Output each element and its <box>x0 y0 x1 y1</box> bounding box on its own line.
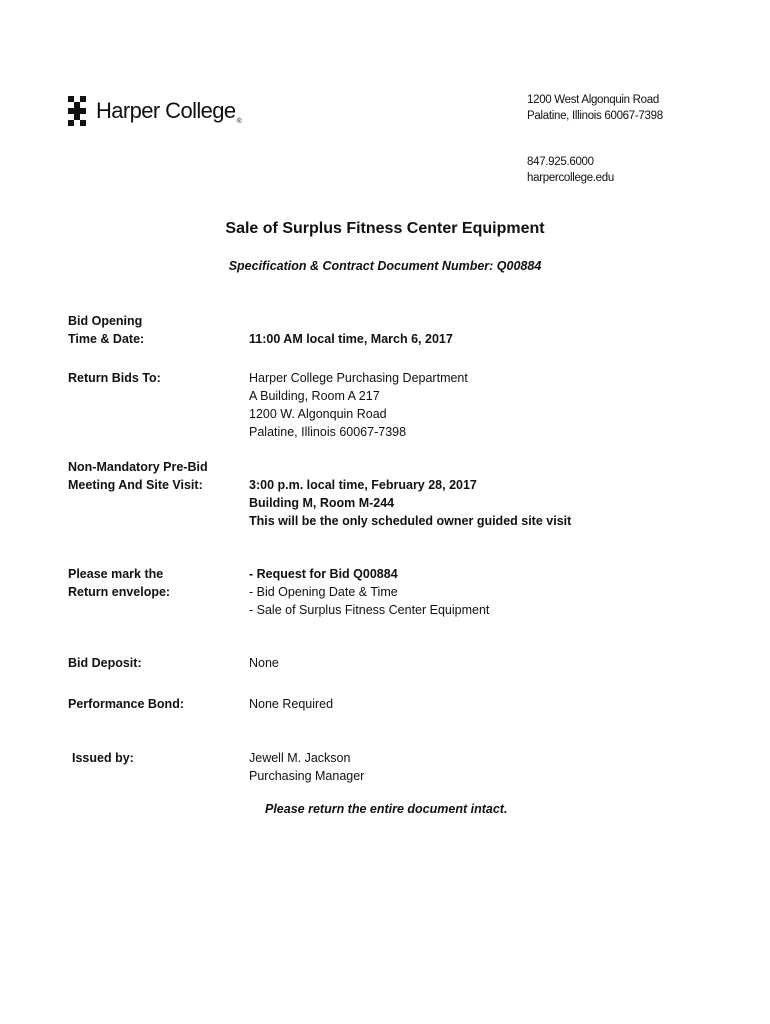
mark-envelope-label <box>68 565 170 601</box>
detail-line: Building M, Room M-244 <box>249 496 395 510</box>
address-line: Harper College Purchasing Department <box>249 371 468 385</box>
college-contact <box>527 154 614 186</box>
document-subtitle: Specification & Contract Document Number: Q00884 <box>228 259 542 273</box>
bid-opening-label <box>68 312 144 348</box>
detail-line: - Bid Opening Date & Time <box>249 585 398 599</box>
label-line: Time & Date: <box>68 332 145 346</box>
address-line-1: 1200 West Algonquin Road <box>527 94 659 106</box>
address-line: A Building, Room A 217 <box>249 389 380 403</box>
phone-number: 847.925.6000 <box>527 156 594 168</box>
pre-bid-details <box>249 476 571 530</box>
address-line: 1200 W. Algonquin Road <box>249 407 387 421</box>
logo-registered-mark: ® <box>236 118 242 125</box>
performance-bond-label: Performance Bond: <box>68 697 184 711</box>
address-line-2: Palatine, Illinois 60067-7398 <box>527 110 663 122</box>
logo-text: Harper College <box>96 98 236 123</box>
issuer-role: Purchasing Manager <box>249 769 365 783</box>
address-line: Palatine, Illinois 60067-7398 <box>249 425 407 439</box>
return-bids-label: Return Bids To: <box>68 371 161 385</box>
college-address <box>527 92 663 124</box>
detail-line: - Request for Bid Q00884 <box>249 567 398 581</box>
issued-by-label: Issued by: <box>72 751 134 765</box>
performance-bond-value: None Required <box>249 697 334 711</box>
label-line: Bid Opening <box>68 314 143 328</box>
bid-deposit-label: Bid Deposit: <box>68 656 142 670</box>
label-line: Meeting And Site Visit: <box>68 478 203 492</box>
harper-logo-mark-icon <box>68 96 90 126</box>
bid-opening-value: 11:00 AM local time, March 6, 2017 <box>249 332 453 346</box>
issued-by-details <box>249 749 364 785</box>
detail-line: This will be the only scheduled owner guided site visit <box>249 514 572 528</box>
bid-deposit-value: None <box>249 656 279 670</box>
label-line: Please mark the <box>68 567 164 581</box>
detail-line: - Sale of Surplus Fitness Center Equipment <box>249 603 490 617</box>
harper-college-logo <box>68 96 242 126</box>
return-bids-address <box>249 369 468 441</box>
label-line: Return envelope: <box>68 585 171 599</box>
detail-line: 3:00 p.m. local time, February 28, 2017 <box>249 478 477 492</box>
issuer-name: Jewell M. Jackson <box>249 751 351 765</box>
website: harpercollege.edu <box>527 172 614 184</box>
mark-envelope-details <box>249 565 489 619</box>
label-line: Non-Mandatory Pre-Bid <box>68 460 208 474</box>
document-title: Sale of Surplus Fitness Center Equipment <box>225 220 545 237</box>
pre-bid-label <box>68 458 208 494</box>
footer-note: Please return the entire document intact. <box>265 802 508 816</box>
